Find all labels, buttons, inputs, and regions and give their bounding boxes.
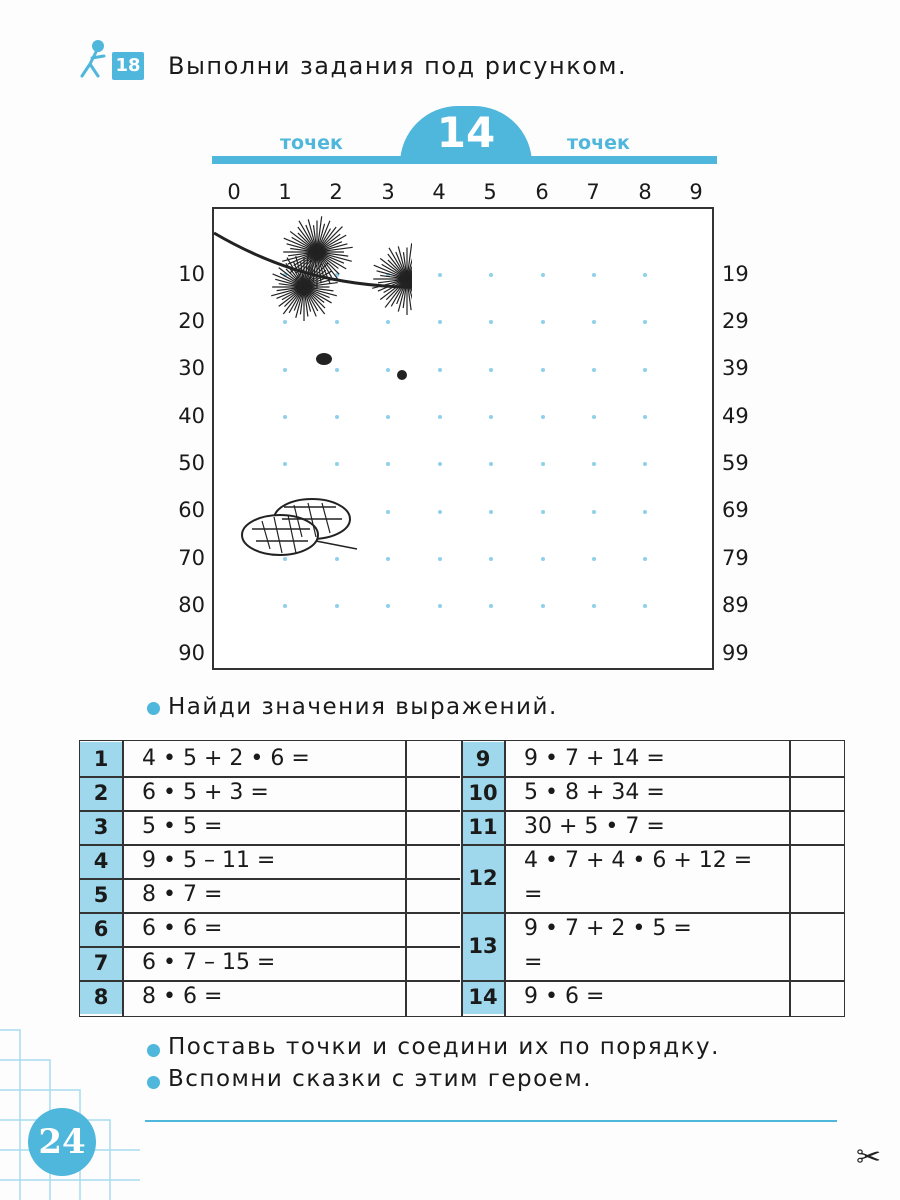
answer-cell[interactable] bbox=[406, 810, 460, 844]
row-label-right: 19 bbox=[722, 262, 749, 286]
problem-number: 2 bbox=[80, 776, 122, 810]
problem-number: 3 bbox=[80, 810, 122, 844]
row-label-right: 29 bbox=[722, 309, 749, 333]
scissors-icon: ✂ bbox=[856, 1140, 882, 1175]
answer-cell[interactable] bbox=[790, 980, 844, 1014]
column-label: 9 bbox=[689, 180, 703, 204]
expression: 6 • 6 = bbox=[142, 916, 223, 941]
grid-dot bbox=[592, 415, 596, 419]
grid-dot bbox=[643, 462, 647, 466]
grid-dot bbox=[541, 368, 545, 372]
row-label-right: 89 bbox=[722, 593, 749, 617]
column-label: 4 bbox=[432, 180, 446, 204]
answer-cell[interactable] bbox=[406, 742, 460, 776]
points-count: 14 bbox=[436, 108, 496, 157]
grid-dot bbox=[541, 557, 545, 561]
column-label: 8 bbox=[638, 180, 652, 204]
grid-dot bbox=[541, 462, 545, 466]
grid-dot bbox=[592, 320, 596, 324]
task-number-badge: 18 bbox=[112, 52, 144, 80]
answer-cell[interactable] bbox=[406, 946, 460, 980]
grid-dot bbox=[438, 557, 442, 561]
grid-dot bbox=[489, 604, 493, 608]
expression: 9 • 7 + 14 = bbox=[524, 746, 665, 771]
expression: 8 • 7 = bbox=[142, 882, 223, 907]
table-rule bbox=[80, 946, 460, 948]
expression: 6 • 7 – 15 = bbox=[142, 950, 276, 975]
grid-dot bbox=[283, 604, 287, 608]
grid-dot bbox=[592, 462, 596, 466]
grid-dot bbox=[592, 557, 596, 561]
answer-cell[interactable] bbox=[406, 878, 460, 912]
reading-figure-icon bbox=[78, 38, 110, 78]
problem-number: 6 bbox=[80, 912, 122, 946]
answer-cell[interactable] bbox=[406, 980, 460, 1014]
table-rule bbox=[461, 741, 463, 1016]
row-label-right: 39 bbox=[722, 356, 749, 380]
table-rule bbox=[462, 912, 844, 914]
expression: 8 • 6 = bbox=[142, 984, 223, 1009]
grid-dot bbox=[643, 368, 647, 372]
column-label: 3 bbox=[381, 180, 395, 204]
grid-dot bbox=[643, 320, 647, 324]
grid-dot bbox=[643, 273, 647, 277]
column-label: 1 bbox=[278, 180, 292, 204]
table-rule bbox=[462, 980, 844, 982]
grid-dot bbox=[489, 415, 493, 419]
footer-line bbox=[145, 1120, 837, 1122]
answer-cell[interactable] bbox=[790, 912, 844, 980]
grid-dot bbox=[643, 415, 647, 419]
grid-dot bbox=[438, 462, 442, 466]
section-title: Найди значения выражений. bbox=[168, 694, 558, 720]
expression: 4 • 5 + 2 • 6 = bbox=[142, 746, 310, 771]
table-rule bbox=[462, 844, 844, 846]
table-rule bbox=[80, 912, 460, 914]
grid-dot bbox=[541, 415, 545, 419]
expression: 5 • 8 + 34 = bbox=[524, 780, 665, 805]
row-label-right: 49 bbox=[722, 404, 749, 428]
grid-dot bbox=[438, 273, 442, 277]
problem-number: 4 bbox=[80, 844, 122, 878]
answer-cell[interactable] bbox=[406, 912, 460, 946]
banner-left-label: точек bbox=[280, 132, 343, 154]
expression: 9 • 7 + 2 • 5 = bbox=[524, 916, 692, 941]
column-label: 5 bbox=[483, 180, 497, 204]
row-label-left: 90 bbox=[178, 641, 205, 665]
grid-dot bbox=[592, 273, 596, 277]
table-rule bbox=[80, 810, 460, 812]
problem-number: 10 bbox=[462, 776, 504, 810]
problem-number: 7 bbox=[80, 946, 122, 980]
problem-number: 5 bbox=[80, 878, 122, 912]
answer-cell[interactable] bbox=[406, 844, 460, 878]
grid-dot bbox=[489, 557, 493, 561]
expression-continuation: = bbox=[524, 882, 543, 907]
problem-number: 9 bbox=[462, 742, 504, 776]
row-label-right: 79 bbox=[722, 546, 749, 570]
row-label-right: 69 bbox=[722, 498, 749, 522]
grid-dot bbox=[592, 368, 596, 372]
grid-dot bbox=[643, 557, 647, 561]
answer-cell[interactable] bbox=[406, 776, 460, 810]
grid-dot bbox=[643, 510, 647, 514]
answer-cell[interactable] bbox=[790, 776, 844, 810]
table-rule bbox=[462, 810, 844, 812]
column-label: 0 bbox=[227, 180, 241, 204]
grid-dot bbox=[438, 320, 442, 324]
grid-dot bbox=[438, 368, 442, 372]
table-rule bbox=[80, 980, 460, 982]
expression: 6 • 5 + 3 = bbox=[142, 780, 269, 805]
pine-cone-icon bbox=[242, 499, 357, 555]
grid-dot bbox=[335, 604, 339, 608]
bullet-icon bbox=[147, 1044, 160, 1057]
bullet-icon bbox=[147, 702, 160, 715]
grid-dot bbox=[386, 604, 390, 608]
pine-branch-illustration bbox=[212, 207, 412, 587]
footer-note: Вспомни сказки с этим героем. bbox=[168, 1066, 592, 1092]
page-number: 24 bbox=[28, 1108, 96, 1176]
grid-dot bbox=[489, 368, 493, 372]
grid-dot bbox=[438, 415, 442, 419]
table-rule bbox=[122, 741, 124, 1016]
table-rule bbox=[80, 776, 460, 778]
problem-number: 11 bbox=[462, 810, 504, 844]
answer-cell[interactable] bbox=[790, 844, 844, 912]
grid-dot bbox=[592, 604, 596, 608]
table-rule bbox=[462, 776, 844, 778]
grid-dot bbox=[438, 604, 442, 608]
problem-number: 8 bbox=[80, 980, 122, 1014]
row-label-left: 40 bbox=[178, 404, 205, 428]
grid-dot bbox=[489, 320, 493, 324]
grid-dot bbox=[489, 510, 493, 514]
table-rule bbox=[405, 741, 407, 1016]
expression: 9 • 5 – 11 = bbox=[142, 848, 276, 873]
row-label-left: 50 bbox=[178, 451, 205, 475]
answer-cell[interactable] bbox=[790, 810, 844, 844]
table-rule bbox=[80, 878, 460, 880]
problem-number: 12 bbox=[462, 844, 504, 912]
expression: 9 • 6 = bbox=[524, 984, 605, 1009]
row-label-right: 59 bbox=[722, 451, 749, 475]
expression: 4 • 7 + 4 • 6 + 12 = bbox=[524, 848, 753, 873]
expression: 5 • 5 = bbox=[142, 814, 223, 839]
column-label: 6 bbox=[535, 180, 549, 204]
row-label-left: 70 bbox=[178, 546, 205, 570]
bullet-icon bbox=[147, 1076, 160, 1089]
problem-number: 13 bbox=[462, 912, 504, 980]
grid-dot bbox=[541, 320, 545, 324]
row-label-left: 80 bbox=[178, 593, 205, 617]
table-rule bbox=[80, 844, 460, 846]
grid-dot bbox=[541, 604, 545, 608]
row-label-left: 30 bbox=[178, 356, 205, 380]
expression-continuation: = bbox=[524, 950, 543, 975]
grid-dot bbox=[541, 510, 545, 514]
grid-dot bbox=[489, 273, 493, 277]
grid-dot bbox=[489, 462, 493, 466]
row-label-left: 10 bbox=[178, 262, 205, 286]
expression: 30 + 5 • 7 = bbox=[524, 814, 665, 839]
column-label: 2 bbox=[329, 180, 343, 204]
table-rule bbox=[504, 741, 506, 1016]
row-label-right: 99 bbox=[722, 641, 749, 665]
answer-cell[interactable] bbox=[790, 742, 844, 776]
grid-dot bbox=[438, 510, 442, 514]
problem-number: 1 bbox=[80, 742, 122, 776]
banner-right-label: точек bbox=[567, 132, 630, 154]
grid-dot bbox=[592, 510, 596, 514]
table-rule bbox=[789, 741, 791, 1016]
footer-note: Поставь точки и соедини их по порядку. bbox=[168, 1034, 720, 1060]
column-label: 7 bbox=[586, 180, 600, 204]
row-label-left: 20 bbox=[178, 309, 205, 333]
grid-dot bbox=[643, 604, 647, 608]
problem-number: 14 bbox=[462, 980, 504, 1014]
task-instruction: Выполни задания под рисунком. bbox=[168, 52, 628, 80]
row-label-left: 60 bbox=[178, 498, 205, 522]
grid-dot bbox=[541, 273, 545, 277]
